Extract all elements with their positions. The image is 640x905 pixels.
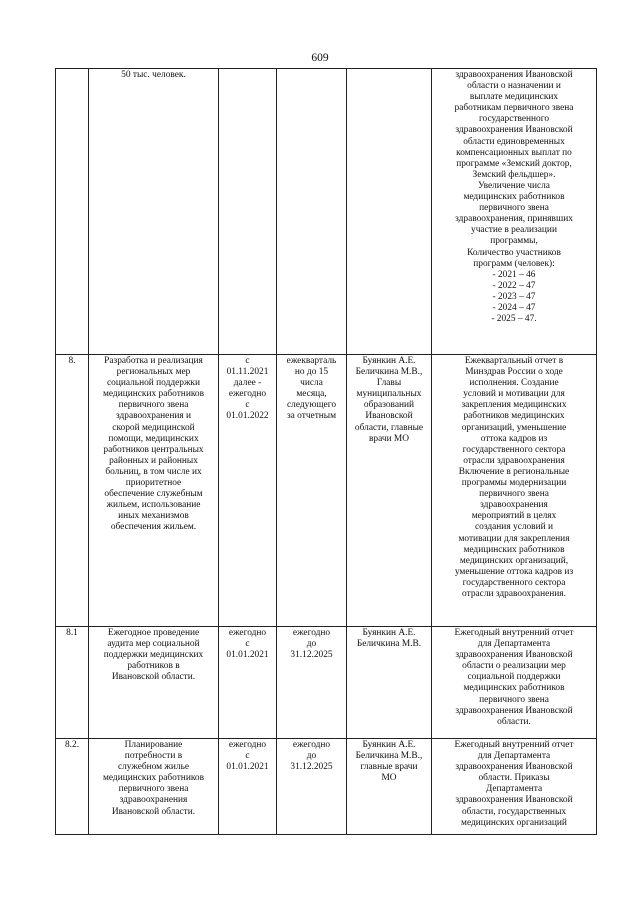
activities-table bbox=[55, 68, 597, 835]
cell-start bbox=[219, 69, 277, 355]
cell-end: ежегодно до 31.12.2025 bbox=[277, 627, 347, 739]
cell-start: ежегодно с 01.01.2021 bbox=[219, 627, 277, 739]
cell-result: Ежегодный внутренний отчет для Департамента здравоохранения Ивановской области о реализации мер социальной поддержки медицинских работников первичного звена здравоохранения Ивановской области. bbox=[432, 627, 597, 739]
cell-result: Ежеквартальный отчет в Минздрав России о ходе исполнения. Создание условий и мотивации для закрепления медицинских работников медицинских организаций, уменьшение оттока кадров из государственного сектора отрасли здравоохранения Включение в региональные программы модернизации первичного звена здравоохранения мероприятий в целях создания условий и мотивации для закрепления медицинских работников медицинских организаций, уменьшение оттока кадров из государственного сектора отрасли здравоохранения. bbox=[432, 355, 597, 627]
cell-activity: Разработка и реализация региональных мер социальной поддержки медицинских работников первичного звена здравоохранения и скорой медицинской помощи, медицинских работников центральных районных и районных больниц, в том числе их приоритетное обеспечение служебным жильем, использование иных механизмов обеспечения жильем. bbox=[89, 355, 219, 627]
cell-activity: Планирование потребности в служебном жилье медицинских работников первичного звена здравоохранения Ивановской области. bbox=[89, 739, 219, 835]
cell-end: ежекварталь но до 15 числа месяца, следующего за отчетным bbox=[277, 355, 347, 627]
table-row bbox=[56, 627, 597, 739]
cell-start: с 01.11.2021 далее - ежегодно с 01.01.2022 bbox=[219, 355, 277, 627]
cell-responsible: Буянкин А.Е. Беличкина М.В. bbox=[347, 627, 432, 739]
cell-end bbox=[277, 69, 347, 355]
table-row bbox=[56, 355, 597, 627]
cell-end: ежегодно до 31.12.2025 bbox=[277, 739, 347, 835]
cell-activity: Ежегодное проведение аудита мер социальной поддержки медицинских работников в Ивановской области. bbox=[89, 627, 219, 739]
cell-result: Ежегодный внутренний отчет для Департамента здравоохранения Ивановской области. Приказы Департамента здравоохранения Ивановской области, государственных медицинских организаций bbox=[432, 739, 597, 835]
cell-activity: 50 тыс. человек. bbox=[89, 69, 219, 355]
cell-result: здравоохранения Ивановской области о назначении и выплате медицинских работникам первичного звена государственного здравоохранения Ивановской области единовременных компенсационных выплат по программе «Земский доктор, Земский фельдшер». Увеличение числа медицинских работников первичного звена здравоохранения, принявших участие в реализации программы, Количество участников программ (человек): - 2021 – 46 - 2022 – 47 - 2023 – 47 - 2024 – 47 - 2025 – 47. bbox=[432, 69, 597, 355]
cell-start: ежегодно с 01.01.2021 bbox=[219, 739, 277, 835]
cell-responsible: Буянкин А.Е. Беличкина М.В., Главы муниципальных образований Ивановской области, главные врачи МО bbox=[347, 355, 432, 627]
page-number: 609 bbox=[311, 52, 329, 64]
table-row bbox=[56, 69, 597, 355]
table-row bbox=[56, 739, 597, 835]
cell-responsible: Буянкин А.Е. Беличкина М.В., главные врачи МО bbox=[347, 739, 432, 835]
cell-number: 8.1 bbox=[56, 627, 89, 739]
cell-number bbox=[56, 69, 89, 355]
cell-responsible bbox=[347, 69, 432, 355]
cell-number: 8. bbox=[56, 355, 89, 627]
cell-number: 8.2. bbox=[56, 739, 89, 835]
